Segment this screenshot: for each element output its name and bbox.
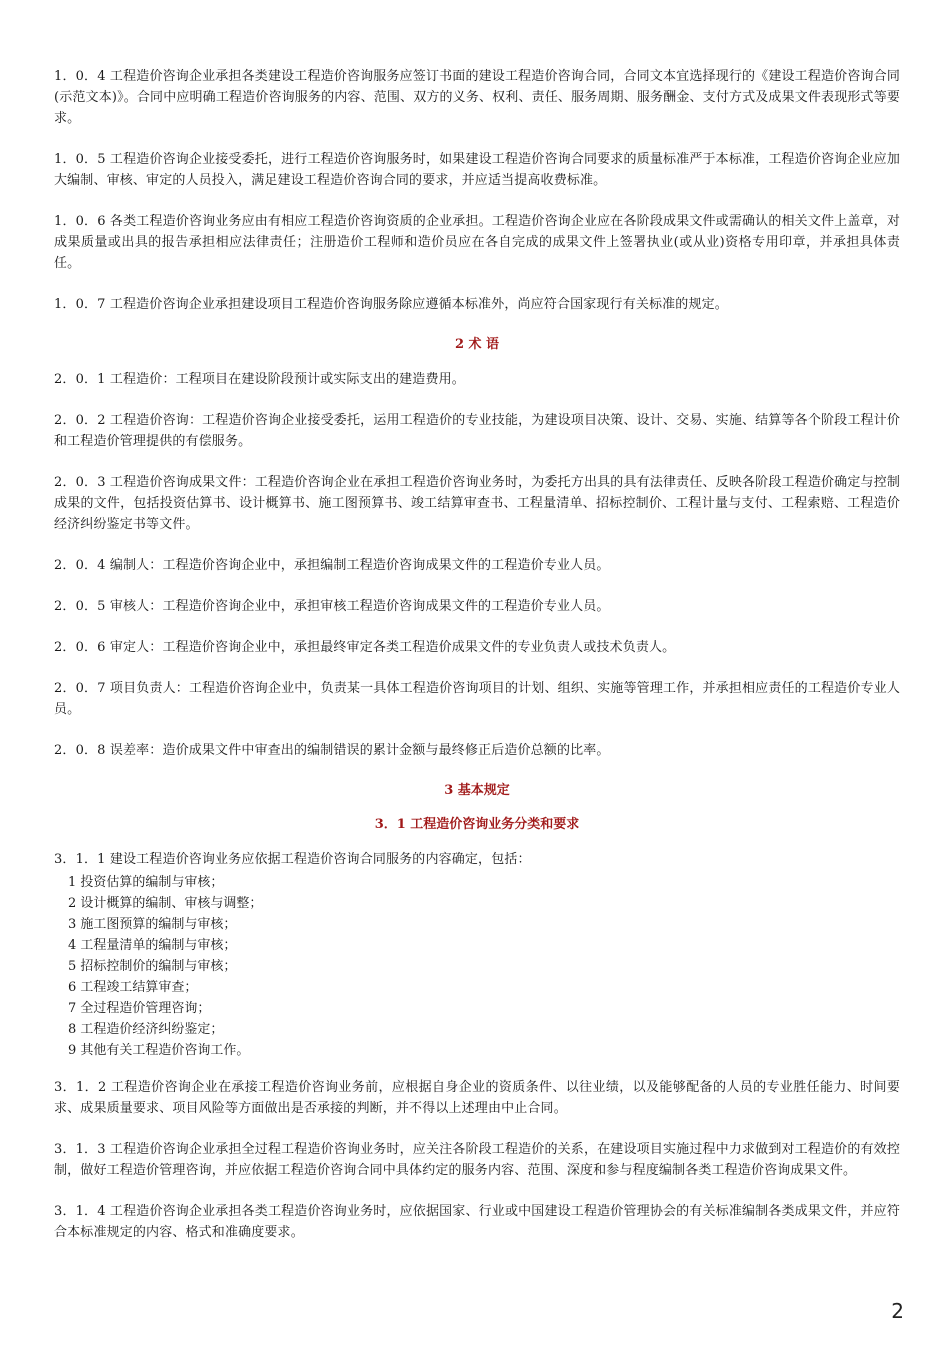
paragraph: 2．0．4 编制人：工程造价咨询企业中，承担编制工程造价咨询成果文件的工程造价专业人员。 bbox=[54, 558, 610, 573]
paragraph: 2．0．3 工程造价咨询成果文件：工程造价咨询企业在承担工程造价咨询业务时，为委托方出具的具有法律责任、反映各阶段工程造价确定与控制成果的文件，包括投资估算书、设计概算书、施工图预算书、竣工结算审查书、工程量清单、招标控制价、工程计量与支付、工程索赔、工程造价经济纠纷鉴定书等文件。 bbox=[54, 475, 900, 532]
paragraph: 2．0．6 审定人：工程造价咨询企业中，承担最终审定各类工程造价成果文件的专业负责人或技术负责人。 bbox=[54, 640, 676, 655]
list-item: 9 其他有关工程造价咨询工作。 bbox=[68, 1043, 250, 1058]
section-heading: 2 术 语 bbox=[454, 337, 500, 352]
list-item: 5 招标控制价的编制与审核； bbox=[68, 959, 237, 974]
paragraph: 1．0．4 工程造价咨询企业承担各类建设工程造价咨询服务应签订书面的建设工程造价咨询合同，合同文本宜选择现行的《建设工程造价咨询合同(示范文本)》。合同中应明确工程造价咨询服务的内容、范围、双方的义务、权利、责任、服务周期、服务酬金、支付方式及成果文件表现形式等要求。 bbox=[54, 69, 900, 126]
paragraph: 2．0．5 审核人：工程造价咨询企业中，承担审核工程造价咨询成果文件的工程造价专业人员。 bbox=[54, 599, 610, 614]
paragraph: 1．0．5 工程造价咨询企业接受委托，进行工程造价咨询服务时，如果建设工程造价咨询合同要求的质量标准严于本标准，工程造价咨询企业应加大编制、审核、审定的人员投入，满足建设工程造价咨询合同的要求，并应适当提高收费标准。 bbox=[54, 152, 900, 188]
list-item: 4 工程量清单的编制与审核； bbox=[68, 938, 237, 953]
paragraph: 3．1．2 工程造价咨询企业在承接工程造价咨询业务前，应根据自身企业的资质条件、以往业绩，以及能够配备的人员的专业胜任能力、时间要求、成果质量要求、项目风险等方面做出是否承接的判断，并不得以上述理由中止合同。 bbox=[54, 1080, 900, 1116]
section-heading: 3 基本规定 bbox=[444, 783, 510, 798]
list-item: 2 设计概算的编制、审核与调整； bbox=[68, 896, 263, 911]
list-item: 1 投资估算的编制与审核； bbox=[68, 875, 224, 890]
section-heading: 3．1 工程造价咨询业务分类和要求 bbox=[374, 817, 580, 832]
numbered-list bbox=[68, 872, 900, 1061]
paragraph: 2．0．8 误差率：造价成果文件中审查出的编制错误的累计金额与最终修正后造价总额的比率。 bbox=[54, 743, 610, 758]
list-item: 3 施工图预算的编制与审核； bbox=[68, 917, 237, 932]
paragraph: 2．0．7 项目负责人：工程造价咨询企业中，负责某一具体工程造价咨询项目的计划、组织、实施等管理工作，并承担相应责任的工程造价专业人员。 bbox=[54, 681, 900, 717]
document-body bbox=[54, 66, 900, 1263]
paragraph: 1．0．6 各类工程造价咨询业务应由有相应工程造价咨询资质的企业承担。工程造价咨询企业应在各阶段成果文件或需确认的相关文件上盖章，对成果质量或出具的报告承担相应法律责任；注册造价工程师和造价员应在各自完成的成果文件上签署执业(或从业)资格专用印章，并承担具体责任。 bbox=[54, 214, 900, 271]
list-item: 6 工程竣工结算审查； bbox=[68, 980, 198, 995]
paragraph: 2．0．1 工程造价：工程项目在建设阶段预计或实际支出的建造费用。 bbox=[54, 372, 465, 387]
list-item: 8 工程造价经济纠纷鉴定； bbox=[68, 1022, 224, 1037]
paragraph: 1．0．7 工程造价咨询企业承担建设项目工程造价咨询服务除应遵循本标准外，尚应符合国家现行有关标准的规定。 bbox=[54, 297, 728, 312]
page-number: 2 bbox=[891, 1299, 904, 1323]
paragraph: 3．1．3 工程造价咨询企业承担全过程工程造价咨询业务时，应关注各阶段工程造价的关系，在建设项目实施过程中力求做到对工程造价的有效控制，做好工程造价管理咨询，并应依据工程造价咨询合同中具体约定的服务内容、范围、深度和参与程度编制各类工程造价咨询成果文件。 bbox=[54, 1142, 900, 1178]
list-item: 7 全过程造价管理咨询； bbox=[68, 1001, 211, 1016]
paragraph: 2．0．2 工程造价咨询：工程造价咨询企业接受委托，运用工程造价的专业技能，为建设项目决策、设计、交易、实施、结算等各个阶段工程计价和工程造价管理提供的有偿服务。 bbox=[54, 413, 900, 449]
paragraph: 3．1．4 工程造价咨询企业承担各类工程造价咨询业务时，应依据国家、行业或中国建设工程造价管理协会的有关标准编制各类成果文件，并应符合本标准规定的内容、格式和准确度要求。 bbox=[54, 1204, 900, 1240]
paragraph: 3．1．1 建设工程造价咨询业务应依据工程造价咨询合同服务的内容确定，包括： bbox=[54, 852, 531, 867]
